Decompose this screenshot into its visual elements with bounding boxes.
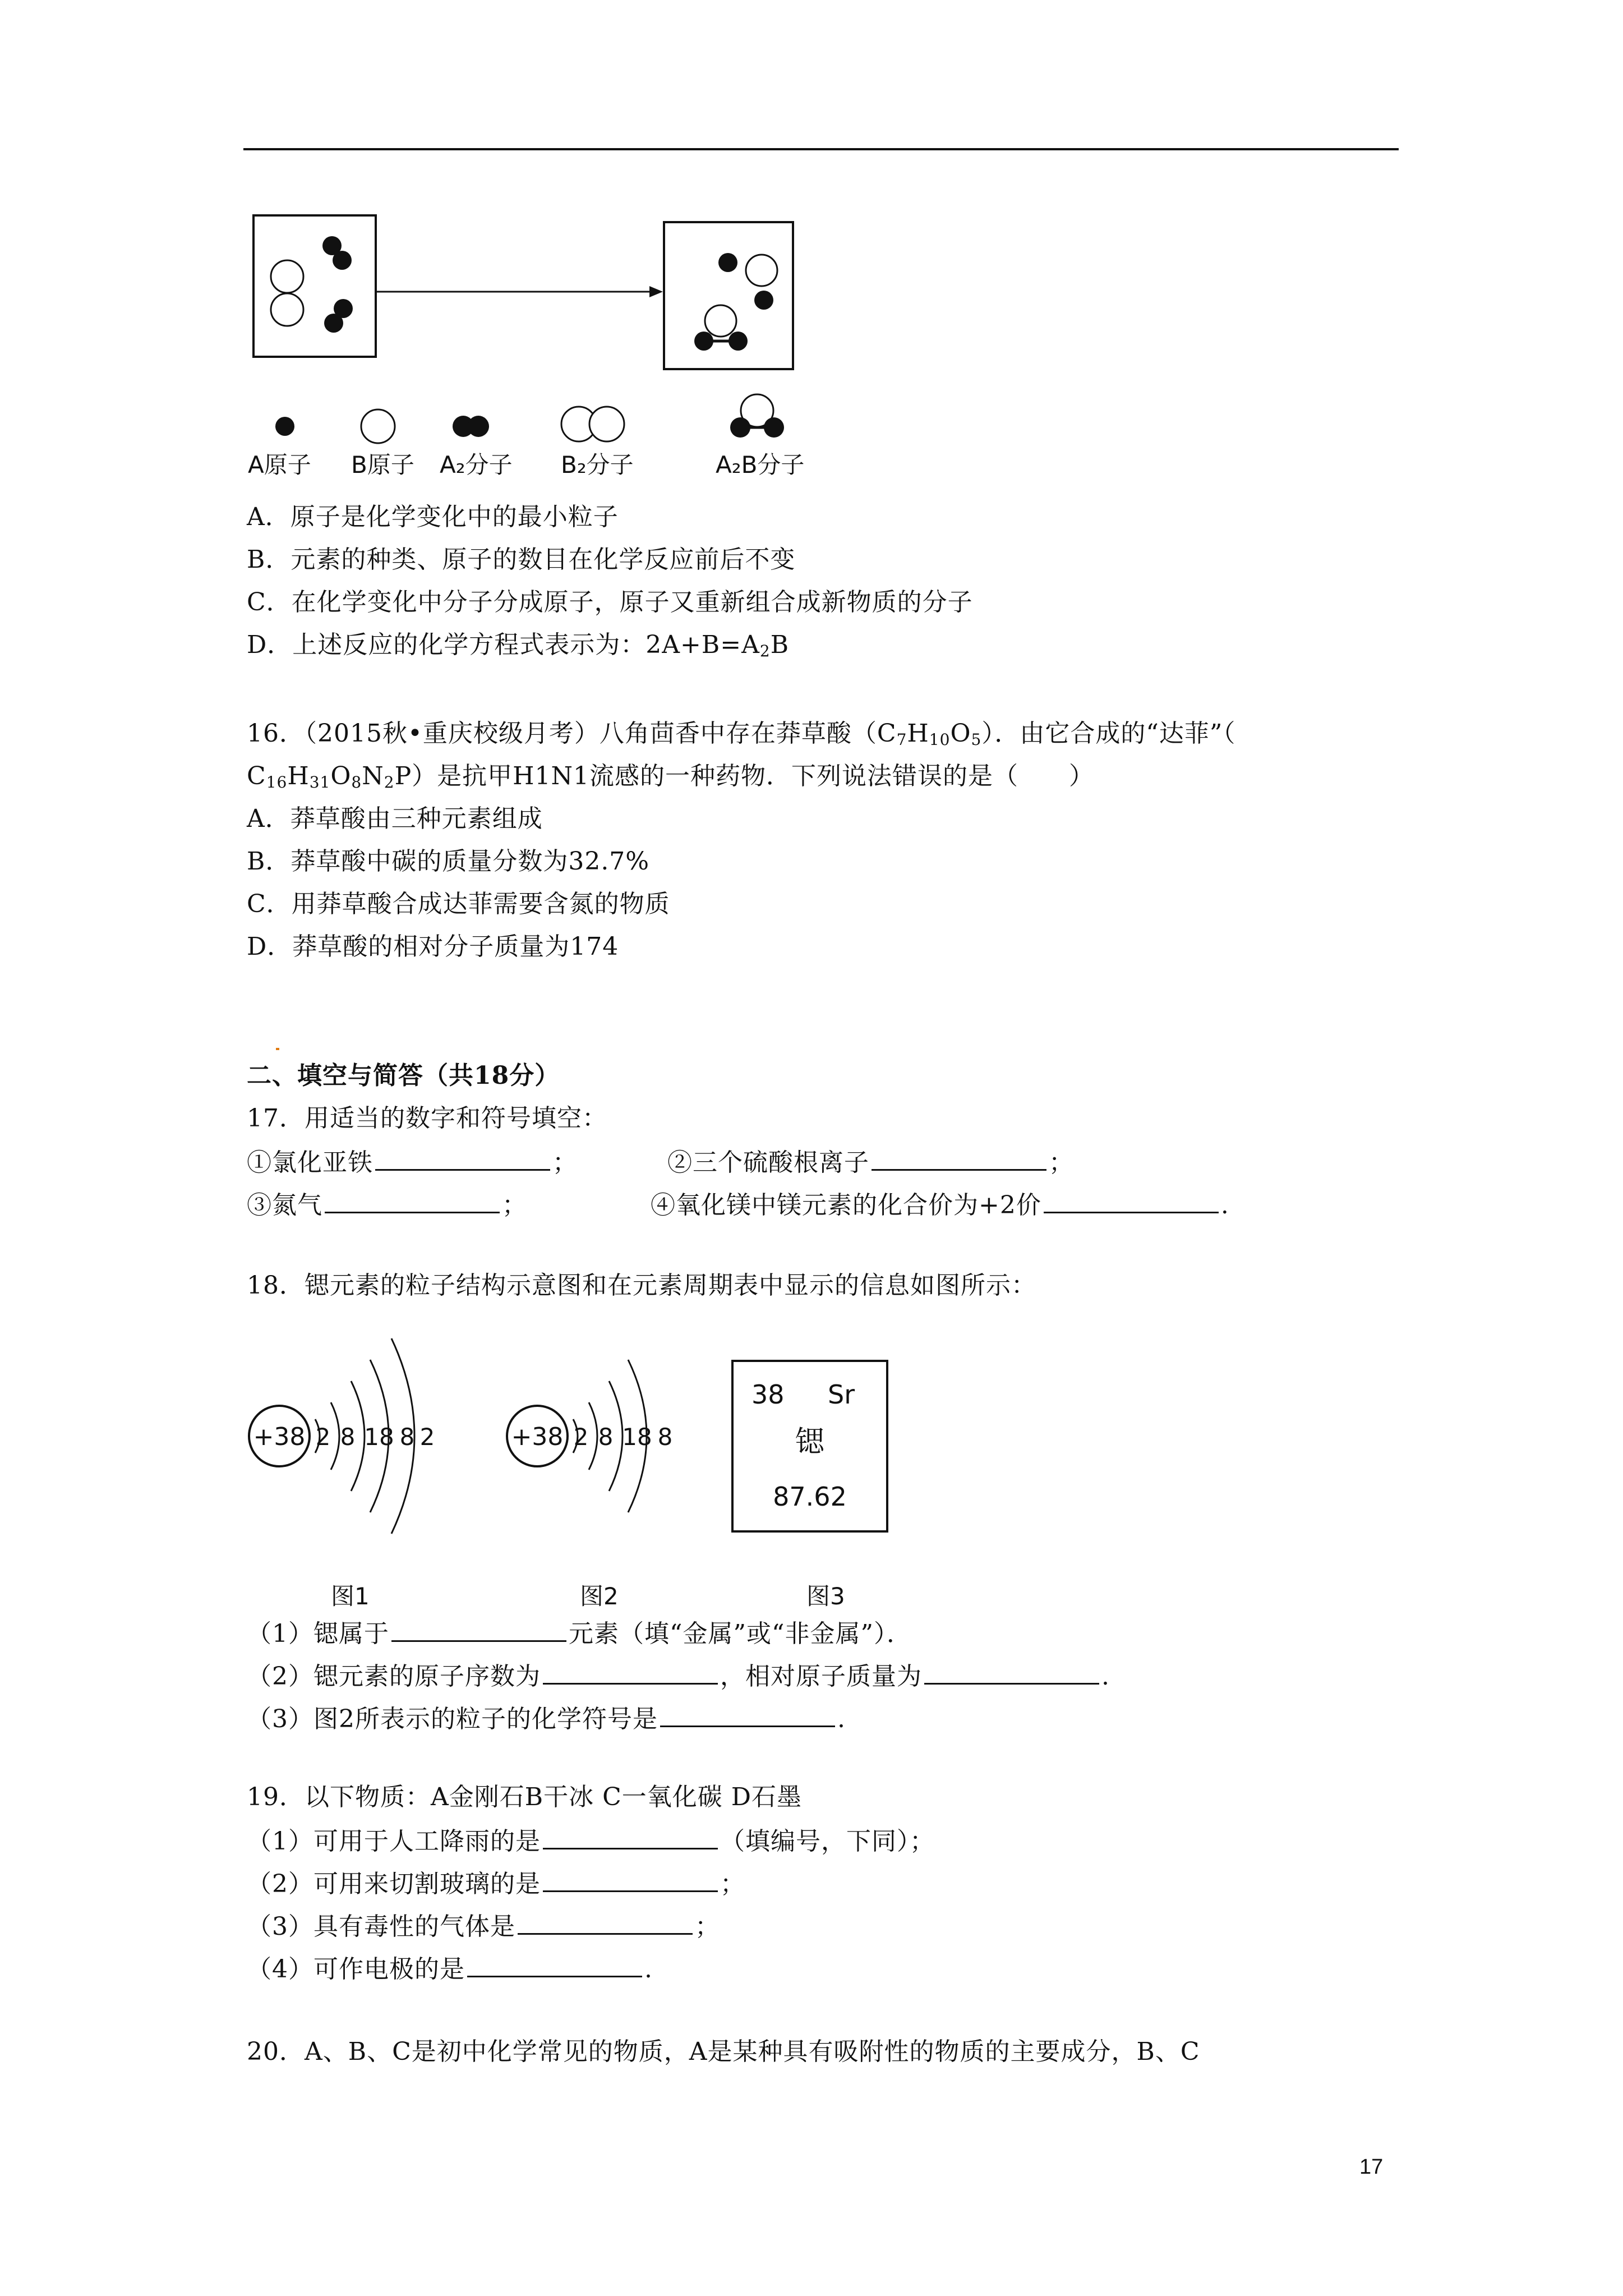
q20-stem: 20．A、B、C是初中化学常见的物质，A是某种具有吸附性的物质的主要成分，B、C <box>247 2037 1200 2066</box>
legend-label-b2-molecule: B₂分子 <box>561 451 634 478</box>
periodic-table-cell <box>729 1358 909 1610</box>
page-number: 17 <box>1359 2155 1384 2179</box>
svg-text:18: 18 <box>622 1423 652 1451</box>
svg-text:2: 2 <box>315 1423 331 1451</box>
svg-text:8: 8 <box>340 1423 356 1451</box>
q17-stem: 17．用适当的数字和符号填空： <box>247 1104 607 1133</box>
q18-blank-4[interactable] <box>660 1702 835 1727</box>
svg-text:2: 2 <box>419 1423 435 1451</box>
q19-part4: （4）可作电极的是 . <box>247 1952 653 1985</box>
reactants-box <box>253 215 376 357</box>
q18-blank-1[interactable] <box>391 1617 566 1642</box>
q17-blank-2[interactable] <box>872 1145 1046 1171</box>
q19-part2: （2）可用来切割玻璃的是 ； <box>247 1867 745 1900</box>
q18-stem: 18．锶元素的粒子结构示意图和在元素周期表中显示的信息如图所示： <box>247 1271 1036 1300</box>
q19-blank-2[interactable] <box>543 1867 718 1892</box>
q17-row2: ③氮气 ； ④氧化镁中镁元素的化合价为+2价 . <box>247 1188 1229 1221</box>
svg-text:图3: 图3 <box>806 1582 845 1610</box>
svg-text:图2: 图2 <box>580 1582 619 1610</box>
q19-blank-4[interactable] <box>467 1952 642 1977</box>
q15-option-a: A．原子是化学变化中的最小粒子 <box>247 503 619 531</box>
q16-option-d: D．莽草酸的相对分子质量为174 <box>247 932 619 961</box>
q19-part3: （3）具有毒性的气体是 ； <box>247 1910 720 1943</box>
section-title: 二、填空与简答（共18分） <box>247 1061 560 1090</box>
q17-blank-3[interactable] <box>325 1188 500 1213</box>
svg-text:8: 8 <box>657 1423 673 1451</box>
q17-blank-4[interactable] <box>1044 1188 1219 1213</box>
legend-label-b-atom: B原子 <box>351 451 414 478</box>
svg-text:8: 8 <box>399 1423 415 1451</box>
svg-text:Sr: Sr <box>828 1379 855 1410</box>
q15-option-b: B．元素的种类、原子的数目在化学反应前后不变 <box>247 545 796 574</box>
q16-option-a: A．莽草酸由三种元素组成 <box>247 804 543 833</box>
q16-option-c: C．用莽草酸合成达菲需要含氮的物质 <box>247 890 670 918</box>
q15-option-d: D．上述反应的化学方程式表示为：$2A+B=A_2B$ <box>247 631 790 660</box>
atom-structure-figure-2 <box>499 1313 695 1610</box>
svg-text:8: 8 <box>598 1423 614 1451</box>
svg-text:18: 18 <box>364 1423 394 1451</box>
legend-label-a2-molecule: A₂分子 <box>440 451 513 478</box>
svg-text:38: 38 <box>751 1379 785 1410</box>
products-box <box>664 222 793 369</box>
svg-text:图1: 图1 <box>331 1582 370 1610</box>
legend-label-a-atom: A原子 <box>248 451 311 478</box>
svg-text:+38: +38 <box>511 1423 564 1451</box>
q16-option-b: B．莽草酸中碳的质量分数为32.7% <box>247 847 650 876</box>
q18-blank-2[interactable] <box>543 1659 718 1685</box>
svg-text:2: 2 <box>573 1423 589 1451</box>
q18-blank-3[interactable] <box>924 1659 1099 1685</box>
svg-text:87.62: 87.62 <box>773 1481 847 1512</box>
reaction-diagram <box>247 213 819 494</box>
q18-part3: （3）图2所表示的粒子的化学符号是 . <box>247 1702 846 1735</box>
atom-structure-figure-1 <box>241 1313 454 1610</box>
header-rule <box>243 148 1399 150</box>
q18-part2: （2）锶元素的原子序数为 ，相对原子质量为 . <box>247 1659 1110 1692</box>
q19-stem: 19．以下物质：A金刚石B干冰 C一氧化碳 D石墨 <box>247 1783 803 1811</box>
orange-mark <box>276 1048 279 1050</box>
q16-stem-line2: $C_{16}H_{31}O_8N_2P$）是抗甲H1N1流感的一种药物．下列说法错误的是（ ） <box>247 762 1095 792</box>
legend-label-a2b-molecule: A₂B分子 <box>716 451 805 478</box>
q16-stem-line1: 16．（2015秋•重庆校级月考）八角茴香中存在莽草酸$(C_7H_{10}O_5)$．由它合成的“达菲”（ <box>247 719 1236 749</box>
q18-part1: （1）锶属于 元素（填“金属”或“非金属”）． <box>247 1617 912 1650</box>
svg-text:锶: 锶 <box>795 1425 825 1459</box>
q19-blank-1[interactable] <box>543 1824 718 1849</box>
q19-blank-3[interactable] <box>518 1910 693 1935</box>
q17-row1: ①氯化亚铁 ； ②三个硫酸根离子 ； <box>247 1145 1074 1179</box>
q19-part1: （1）可用于人工降雨的是 （填编号，下同）； <box>247 1824 935 1857</box>
q17-blank-1[interactable] <box>375 1145 550 1171</box>
q15-option-c: C．在化学变化中分子分成原子，原子又重新组合成新物质的分子 <box>247 588 973 616</box>
svg-text:+38: +38 <box>253 1423 306 1451</box>
